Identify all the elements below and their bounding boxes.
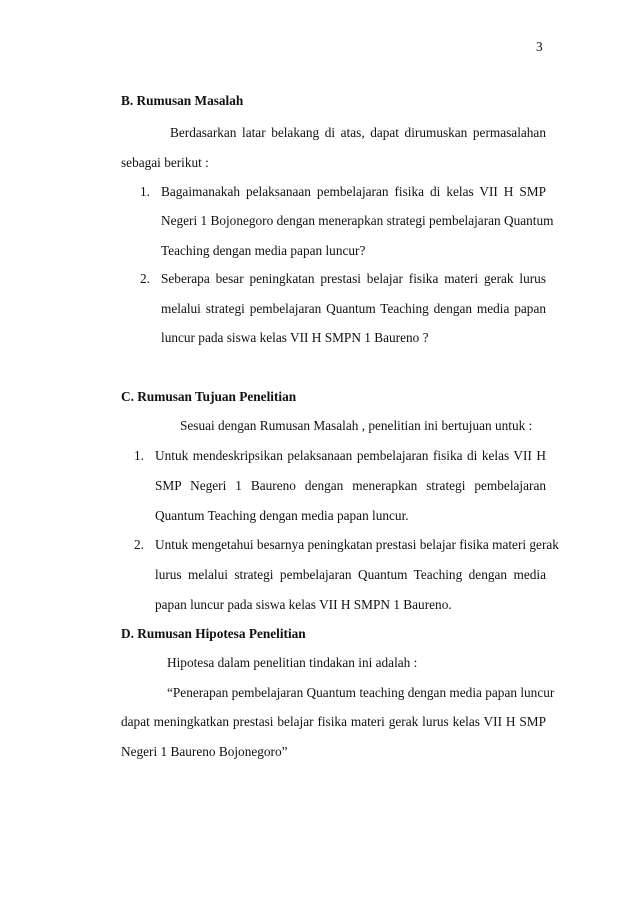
section-c-item-2-line-2: lurus melalui strategi pembelajaran Quantum Teaching dengan media [155, 567, 546, 582]
section-c-item-1-line-1: Untuk mendeskripsikan pelaksanaan pembelajaran fisika di kelas VII H [155, 448, 546, 463]
section-b-item-2-line-2: melalui strategi pembelajaran Quantum Teaching dengan media papan [161, 301, 546, 316]
section-b-intro-line-2: sebagai berikut : [121, 155, 209, 170]
section-b-item-1-line-3: Teaching dengan media papan luncur? [161, 243, 366, 258]
section-b-intro-line-1: Berdasarkan latar belakang di atas, dapat dirumuskan permasalahan [170, 125, 546, 140]
section-b-item-2-number: 2. [140, 271, 150, 286]
section-d-heading: D. Rumusan Hipotesa Penelitian [121, 626, 306, 641]
section-c-item-1-line-2: SMP Negeri 1 Baureno dengan menerapkan strategi pembelajaran [155, 478, 546, 493]
section-d-intro: Hipotesa dalam penelitian tindakan ini adalah : [167, 655, 418, 670]
section-b-item-2-line-1: Seberapa besar peningkatan prestasi belajar fisika materi gerak lurus [161, 271, 546, 286]
section-b-item-2-line-3: luncur pada siswa kelas VII H SMPN 1 Baureno ? [161, 330, 429, 345]
section-c-item-2-line-1: Untuk mengetahui besarnya peningkatan prestasi belajar fisika materi gerak [155, 537, 559, 552]
section-b-item-1-line-2: Negeri 1 Bojonegoro dengan menerapkan strategi pembelajaran Quantum [161, 213, 554, 228]
section-d-quote-line-1: “Penerapan pembelajaran Quantum teaching dengan media papan luncur [167, 685, 555, 700]
section-c-item-1-number: 1. [134, 448, 144, 463]
section-d-quote-line-3: Negeri 1 Baureno Bojonegoro” [121, 744, 288, 759]
section-c-item-1-line-3: Quantum Teaching dengan media papan luncur. [155, 508, 409, 523]
section-b-heading: B. Rumusan Masalah [121, 93, 244, 108]
section-c-heading: C. Rumusan Tujuan Penelitian [121, 389, 297, 404]
section-c-item-2-line-3: papan luncur pada siswa kelas VII H SMPN 1 Baureno. [155, 597, 452, 612]
section-c-item-2-number: 2. [134, 537, 144, 552]
section-d-quote-line-2: dapat meningkatkan prestasi belajar fisika materi gerak lurus kelas VII H SMP [121, 714, 546, 729]
section-b-item-1-number: 1. [140, 184, 150, 199]
page-number: 3 [536, 39, 543, 54]
section-c-intro: Sesuai dengan Rumusan Masalah , penelitian ini bertujuan untuk : [180, 418, 533, 433]
section-b-item-1-line-1: Bagaimanakah pelaksanaan pembelajaran fisika di kelas VII H SMP [161, 184, 546, 199]
